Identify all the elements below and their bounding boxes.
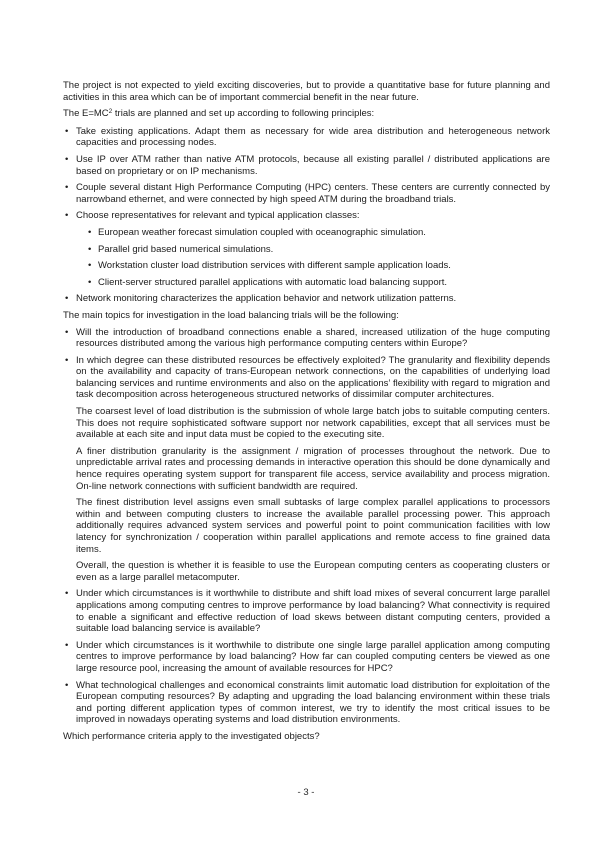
emc-superscript: 2 <box>108 108 113 116</box>
bullet-icon: • <box>88 243 92 255</box>
bullet-icon: • <box>65 588 69 600</box>
emc-trials-text: The E=MC <box>63 108 109 120</box>
bullet-item-couple-hpc-centers <box>63 182 550 205</box>
paragraph-overall-question: Overall, the question is whether it is feasible to use the European computing centers as cooperating clusters or even as a large parallel metacomputer. <box>76 560 550 583</box>
sub-bullet-text: European weather forecast simulation coupled with oceanographic simulation. <box>98 226 426 238</box>
bullet-text: In which degree can these distributed resources be effectively exploited? The granularity and flexibility depends on the availability and capacity of trans-European network connections, on the capabilities of underlying load balancing services and runtime environments and also on the applications’ flexibility with regard to migration and task decomposition across heterogeneous structured networks of dissimilar computer architectures. <box>76 354 550 401</box>
bullet-item-load-mixes <box>63 588 550 634</box>
closing-question-paragraph: Which performance criteria apply to the investigated objects? <box>63 730 320 742</box>
emc-trials-text-rest: trials are planned and set up according to following principles: <box>112 108 375 120</box>
bullet-item-network-monitoring <box>63 293 550 305</box>
bullet-icon: • <box>88 276 92 288</box>
sub-bullet-client-server <box>63 277 550 289</box>
paragraph-finer-granularity: A finer distribution granularity is the assignment / migration of processes throughout the network. Due to unpredictable arrival rates and processing demands in interactive operation this should be done dynamically and hence requires operating system support for transparent file access, service availability and process migration. On-line network connections with sufficient bandwidth are required. <box>76 445 550 492</box>
bullet-text: Choose representatives for relevant and typical application classes: <box>76 210 360 222</box>
bullet-icon: • <box>65 354 69 366</box>
main-topics-intro-paragraph: The main topics for investigation in the load balancing trials will be the following: <box>63 309 399 321</box>
sub-bullet-text: Workstation cluster load distribution services with different sample application loads. <box>98 260 451 272</box>
bullet-text: Under which circumstances is it worthwhile to distribute one single large parallel application among computing centres to improve performance by load balancing? How far can coupled computing centers be viewed as one large resource pool, increasing the amount of available resources for HPC? <box>76 639 550 674</box>
sub-bullet-text: Client-server structured parallel applications with automatic load balancing support. <box>98 276 448 288</box>
bullet-icon: • <box>65 125 69 137</box>
bullet-text: What technological challenges and economical constraints limit automatic load distribution for exploitation of the European computing resources? By adapting and upgrading the load balancing environment within these trials and porting different application types of common interest, we try to identify the most critical issues to be improved in nowadays operating systems and load distribution environments. <box>76 679 550 726</box>
intro-paragraph: The project is not expected to yield exciting discoveries, but to provide a quantitative base for future planning and activities in this area which can be of important commercial benefit in the near future. <box>63 80 550 103</box>
bullet-icon: • <box>65 182 69 194</box>
sub-bullet-parallel-grid <box>63 244 550 256</box>
bullet-icon: • <box>65 326 69 338</box>
paragraph-finest-level: The finest distribution level assigns even small subtasks of large complex parallel applications to processors within and between computing clusters to increase the available parallel processing power. This approach additionally requires advanced system services and powerful point to point communication facilities with low latency for synchronization / cooperation within parallel applications and remote access to fine grained data items. <box>76 497 550 555</box>
sub-bullet-weather-forecast <box>63 227 550 239</box>
bullet-icon: • <box>65 293 69 305</box>
bullet-icon: • <box>65 639 69 651</box>
sub-bullet-workstation-cluster <box>63 260 550 272</box>
bullet-icon: • <box>88 226 92 238</box>
bullet-icon: • <box>65 153 69 165</box>
bullet-item-ip-over-atm <box>63 154 550 177</box>
page-number: - 3 - <box>297 787 315 798</box>
sub-bullet-text: Parallel grid based numerical simulations. <box>98 243 274 255</box>
bullet-text: Use IP over ATM rather than native ATM protocols, because all existing parallel / distributed applications are based on proprietary or on IP mechanisms. <box>76 153 550 177</box>
bullet-icon: • <box>88 260 92 272</box>
bullet-text: Network monitoring characterizes the application behavior and network utilization patterns. <box>76 293 457 305</box>
bullet-item-single-large-application <box>63 640 550 675</box>
bullet-icon: • <box>65 679 69 691</box>
bullet-icon: • <box>65 210 69 222</box>
bullet-item-choose-representatives <box>63 210 550 222</box>
bullet-item-broadband-utilization <box>63 327 550 350</box>
bullet-text: Take existing applications. Adapt them as necessary for wide area distribution and heterogeneous network capacities and processing nodes. <box>76 125 550 149</box>
bullet-text: Under which circumstances is it worthwhile to distribute and shift load mixes of several concurrent large parallel applications among computing centres to improve performance by load balancing? What connectivity is required to enable a significant and effective reduction of load skews between distant computing centers, provided a suitable load balancing service is available? <box>76 588 550 635</box>
bullet-text: Couple several distant High Performance Computing (HPC) centers. These centers are currently connected by narrowband ethernet, and were connected by high speed ATM during the broadband trials. <box>76 182 550 205</box>
principles-intro-paragraph <box>63 108 550 121</box>
bullet-text: Will the introduction of broadband connections enable a shared, increased utilization of the huge computing resources distributed among the various high performance computing centers within Europe? <box>76 326 550 350</box>
bullet-item-technological-challenges <box>63 680 550 726</box>
page-content <box>63 80 550 748</box>
paragraph-coarsest-level: The coarsest level of load distribution is the submission of whole large batch jobs to suitable computing centers. This does not require sophisticated software support nor network capabilities, except that all services must be available at each site and input data must be copied to the executing site. <box>76 406 550 441</box>
bullet-item-take-existing-applications <box>63 126 550 149</box>
bullet-item-distributed-resources-exploited <box>63 355 550 401</box>
